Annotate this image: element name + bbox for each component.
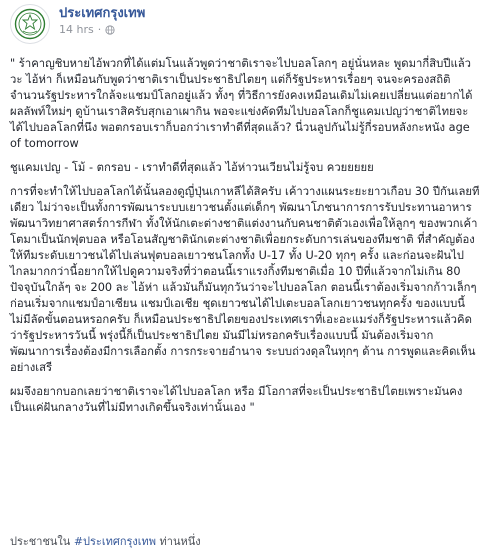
post-meta: [59, 4, 145, 38]
post-body: [10, 56, 481, 416]
hashtag-link[interactable]: #ประเทศกรุงเทพ: [73, 535, 157, 548]
post-signature: [10, 532, 201, 550]
seal-logo-icon: [14, 8, 46, 40]
post-paragraph: การที่จะทำให้ไปบอลโลกได้นั้นลองดูญี่ปุ่นเกาหลีได้สิครับ เค้าวางแผนระยะยาวเกือบ 30 ปีกันเลยทีเดียว ไม่ว่าจะเป็นทั้งการพัฒนาระบบเยาวชนตั้งแต่เด็กๆ พัฒนาโภชนาการการรับประทานอาหาร พัฒนาวิทยาศาสตร์การกีฬา ทั้งให้นักเตะต่างชาติแต่งงานกับคนชาติตัวเองเพื่อให้ลูกๆ ของพวกเค้าโตมาเป็นนักฟุตบอล หรือโอนสัญชาตินักเตะต่างชาติเพื่อยกระดับการเล่นของทีมชาติ ที่สำคัญต้องให้ทีมระดับเยาวชนได้ไปเล่นฟุตบอลเยาวชนโลกทั้ง U-17 ทั้ง U-20 ทุกๆ ครั้ง และก่อนจะฝันไปไกลมากกว่านี้อยากให้ไปดูความจริงที่ว่าตอนนี้เราแรงกิ้งทีมชาติเมื่อ 10 ปีที่แล้วจากไม่เกิน 80 ปัจจุบันใกล้ๆ จะ 200 ละ ไอ้ห่า แล้วมันก็มันทุกวันว่าจะไปบอลโลก ตอนนี้เราต้องเริ่มจากก้าวเล็กๆ ก่อนเริ่มจากแชมป์อาเซียน แชมป์เอเชีย ชุดเยาวชนได้ไปเตะบอลโลกเยาวชนทุกครั้ง ของแบบนี้ไม่มีลัดขั้นตอนหรอกครับ ก็เหมือนประชาธิปไตยของประเทศเราที่เอะอะแมร่งก็รัฐประหารแล้วคิดว่ารัฐประหารวันนี้ พรุ่งนี้ก็เป็นประชาธิปไตย มันมีไม่หรอกครับเรื่องแบบนี้ มันต้องเริ่มจากพัฒนาการเรื่องต้องมีการเลือกตั้ง การกระจายอำนาจ ระบบถ่วงดุลในทุกๆ ด้าน การพูดและคิดเห็นอย่างเสรี: [10, 185, 481, 374]
signature-prefix: ประชาชนใน: [10, 535, 74, 548]
post-timestamp-row: 14 hrs ·: [59, 22, 145, 38]
signature-suffix: ท่านหนึ่ง: [156, 535, 201, 548]
post-paragraph: ชูแคมเปญ - โม้ - ตกรอบ - เราทำดีที่สุดแล้ว ไอ้ห่าวนเวียนไม่รู้จบ ควยยยยย: [10, 161, 374, 174]
globe-icon[interactable]: [105, 25, 115, 35]
post-timestamp[interactable]: 14 hrs: [59, 23, 94, 36]
post-header: [10, 0, 481, 48]
post-paragraph: ผมจึงอยากบอกเลยว่าชาติเราจะได้ไปบอลโลก หรือ มีโอกาสที่จะเป็นประชาธิปไตยเพราะมันคงเป็นแค่ฝันกลางวันที่ไม่มีทางเกิดขึ้นจริงเท่านั้นเอง ": [10, 385, 463, 414]
page-avatar[interactable]: [10, 4, 50, 44]
post-paragraph: " ร้าคาญชิบหายไอ้พวกที่ได้แต่มโนแล้วพูดว่าชาติเราจะไปบอลโลกๆ อยู่นั่นหละ พูดมากี่สิบปีแล้ววะ ไอ้ห่า ก็เหมือนกับพูดว่าชาติเราเป็นประชาธิปไตยๆ แต่ก็รัฐประหารเรื่อยๆ จนจะครองสถิติจำนวนรัฐประหารใกล้จะแชมป์โลกอยู่แล้ว ทั้งๆ ที่วิธีการยังคงเหมือนเดิมไม่เคยเปลี่ยนแต่อยากได้ผลลัพท์ใหม่ๆ ดูบ้านเราสิครับสุกเอาเผากิน พอจะแข่งคัดทีมไปบอลโลกก็ชูแคมเปญว่าชาติไทยจะได้ไปบอลโลกที่นึง พอตกรอบเราก็บอกว่าเราทำดีที่สุดแล้ว? นี่วนลูปกันไม่รู้กี่รอบหลังกะหนัง age of tomorrow: [10, 57, 474, 150]
page-name-link[interactable]: ประเทศกรุงเทพ: [59, 6, 146, 21]
